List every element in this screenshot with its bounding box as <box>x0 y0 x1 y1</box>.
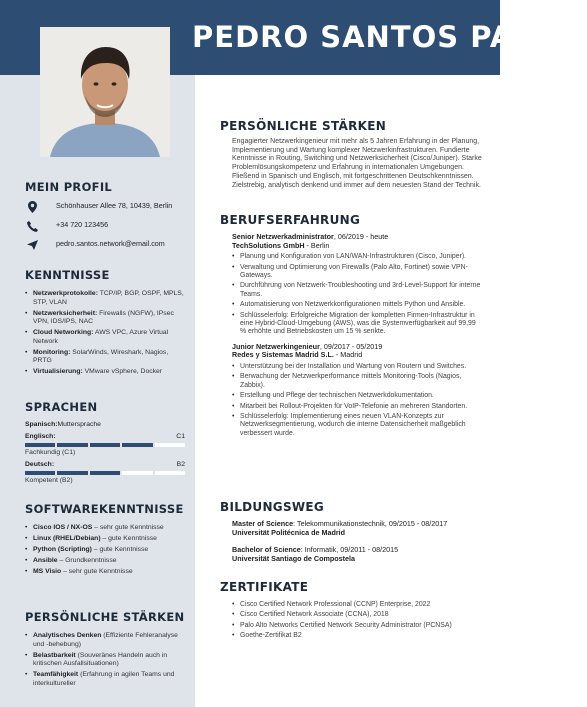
skills-list <box>25 290 185 377</box>
list-item: • Verwaltung und Optimierung von Firewalls (Palo Alto, Fortinet) sowie VPN-Gateways. <box>232 264 482 281</box>
education-entry: Bachelor of Science: Informatik, 09/2011 - 08/2015 Universität Santiago de Compostela <box>232 545 399 564</box>
list-item: • Planung und Konfiguration von LAN/WAN-Infrastrukturen (Cisco, Juniper). <box>232 253 482 261</box>
job-bullets <box>220 363 482 438</box>
job-bullets <box>220 253 482 337</box>
list-item: • Automatisierung von Netzwerkkonfigurationen mittels Python und Ansible. <box>232 301 482 309</box>
education-section <box>220 500 482 564</box>
email-link[interactable]: pedro.santos.network@email.com <box>56 239 165 248</box>
portrait-image <box>40 27 170 157</box>
language-level-bar <box>25 471 185 475</box>
list-item: • Durchführung von Netzwerk-Troubleshooting und 3rd-Level-Support für interne Teams. <box>232 282 482 299</box>
address-row <box>25 201 185 213</box>
phone-icon <box>25 220 39 232</box>
job-location: - Madrid <box>333 350 363 360</box>
profile-section <box>25 180 185 251</box>
language-german <box>25 460 185 485</box>
software-list <box>25 524 185 577</box>
summary-title: PERSÖNLICHE STÄRKEN <box>220 119 387 133</box>
language-level-bar <box>25 443 185 447</box>
list-item: • Schlüsselerfolg: Erfolgreiche Migration der kompletten Firmen-Infrastruktur in eine Hybrid-Cloud-Umgebung (AWS), was die Systemverfügbarkeit auf 99,99 % erhöhte und Betriebskosten um 15 % senkte. <box>232 312 482 337</box>
job-company: Redes y Sistemas Madrid S.L. <box>232 350 334 360</box>
list-item: • Goethe-Zertifikat B2 <box>232 632 482 640</box>
send-icon <box>25 239 39 251</box>
level-segment-filled <box>57 443 87 447</box>
job-role: Senior Netzwerkadministrator <box>232 232 334 241</box>
certificates-section <box>220 580 482 643</box>
education-title: BILDUNGSWEG <box>220 500 325 514</box>
list-item: • Netzwerkprotokolle: TCP/IP, BGP, OSPF, MPLS, STP, VLAN <box>25 290 185 307</box>
level-segment-filled <box>90 443 120 447</box>
summary-text: Engagierter Netzwerkingenieur mit mehr als 5 Jahren Erfahrung in der Planung, Implementierung und Wartung komplexer Netzwerkinfrastrukturen. Fundierte Kenntnisse in Routing, Switching und Netzwerksicherheit (Cisco/Juniper). Starke Problemlösungskompetenz und Erfahrung in internationalen Umgebungen. Fließend in Spanisch und Englisch, mit fortgeschrittenen Deutschkenntnissen. Zielstrebig, analytisch denkend und immer auf dem neuesten Stand der Technik. <box>232 138 482 189</box>
level-segment-empty <box>155 471 185 475</box>
list-item: • Cisco Certified Network Associate (CCNA), 2018 <box>232 611 482 619</box>
language-english <box>25 432 185 457</box>
candidate-name: PEDRO SANTOS PARDO <box>192 20 587 54</box>
job-dates: , 06/2019 - heute <box>333 232 389 241</box>
software-title: SOFTWAREKENNTNISSE <box>25 502 184 516</box>
list-item: • MS Visio – sehr gute Kenntnisse <box>25 568 185 577</box>
job-header <box>220 343 482 360</box>
job-location: - Berlin <box>304 240 330 250</box>
level-segment-filled <box>25 443 55 447</box>
phone-text: +34 720 123456 <box>56 220 109 229</box>
language-code: B2 <box>176 461 185 468</box>
email-row[interactable] <box>25 239 185 251</box>
experience-section <box>220 213 482 440</box>
level-segment-filled <box>57 471 87 475</box>
language-name: Englisch: <box>25 433 56 440</box>
list-item: • Schlüsselerfolg: Implementierung eines neuen VLAN-Konzepts zur Netzwerksegmentierung, wodurch die interne Datensicherheit maßgeblich verbessert wurde. <box>232 413 482 438</box>
languages-section <box>25 400 185 485</box>
list-item: • Berwachung der Netzwerkperformance mittels Monitoring-Tools (Nagios, Zabbix). <box>232 373 482 390</box>
native-language: Spanisch: Muttersprache <box>25 421 101 428</box>
profile-title: MEIN PROFIL <box>25 180 113 194</box>
level-segment-filled <box>122 443 152 447</box>
side-strengths-title: PERSÖNLICHE STÄRKEN <box>25 610 185 624</box>
list-item: • Cloud Networking: AWS VPC, Azure Virtual Network <box>25 329 185 346</box>
address-text: Schönhauser Allee 78, 10439, Berlin <box>56 201 173 210</box>
location-pin-icon <box>25 201 39 213</box>
list-item: • Unterstützung bei der Installation und Wartung von Routern und Switches. <box>232 363 482 371</box>
list-item: • Analytisches Denken (Effiziente Fehleranalyse und -behebung) <box>25 632 185 649</box>
skills-section <box>25 268 185 379</box>
summary-section <box>220 119 482 190</box>
languages-title: SPRACHEN <box>25 400 98 414</box>
language-level-text: Kompetent (B2) <box>25 477 73 484</box>
list-item: • Monitoring: SolarWinds, Wireshark, Nagios, PRTG <box>25 349 185 366</box>
level-segment-filled <box>25 471 55 475</box>
side-strengths-list <box>25 632 185 688</box>
job-dates: , 09/2017 - 05/2019 <box>319 341 383 351</box>
list-item: • Netzwerksicherheit: Firewalls (NGFW), IPsec VPN, IDS/IPS, NAC <box>25 310 185 327</box>
list-item: • Belastbarkeit (Souveränes Handeln auch in kritischen Ausfallsituationen) <box>25 652 185 669</box>
list-item: • Cisco Certified Network Professional (CCNP) Enterprise, 2022 <box>232 601 482 609</box>
job-header <box>220 233 482 250</box>
skills-title: KENNTNISSE <box>25 268 110 282</box>
job-company: TechSolutions GmbH <box>232 240 305 250</box>
job-role: Junior Netzwerkingenieur <box>232 341 320 351</box>
language-level-text: Fachkundig (C1) <box>25 449 76 456</box>
list-item: • Mitarbeit bei Rollout-Projekten für VoIP-Telefonie an mehreren Standorten. <box>232 403 482 411</box>
list-item: • Ansible – Grundkenntnisse <box>25 557 185 566</box>
certificates-list <box>220 601 482 641</box>
list-item: • Virtualisierung: VMware vSphere, Docker <box>25 368 185 377</box>
level-segment-empty <box>122 471 152 475</box>
side-strengths-section <box>25 610 185 691</box>
language-code: C1 <box>176 433 185 440</box>
certificates-title: ZERTIFIKATE <box>220 580 309 594</box>
list-item: • Cisco IOS / NX-OS – sehr gute Kenntnisse <box>25 524 185 533</box>
language-name: Deutsch: <box>25 461 55 468</box>
level-segment-empty <box>155 443 185 447</box>
list-item: • Palo Alto Networks Certified Network Security Administrator (PCNSA) <box>232 622 482 630</box>
list-item: • Teamfähigkeit (Erfahrung in agilen Teams und interkultureller <box>25 671 185 688</box>
list-item: • Erstellung und Pflege der technischen Netzwerkdokumentation. <box>232 392 482 400</box>
list-item: • Linux (RHEL/Debian) – gute Kenntnisse <box>25 535 185 544</box>
experience-title: BERUFSERFAHRUNG <box>220 213 361 227</box>
profile-photo <box>40 27 170 157</box>
education-entry: Master of Science: Telekommunikationstechnik, 09/2015 - 08/2017 Universität Politécnica de Madrid <box>232 519 448 537</box>
level-segment-filled <box>90 471 120 475</box>
software-section <box>25 502 185 579</box>
list-item: • Python (Scripting) – gute Kenntnisse <box>25 546 185 555</box>
phone-row <box>25 220 185 232</box>
